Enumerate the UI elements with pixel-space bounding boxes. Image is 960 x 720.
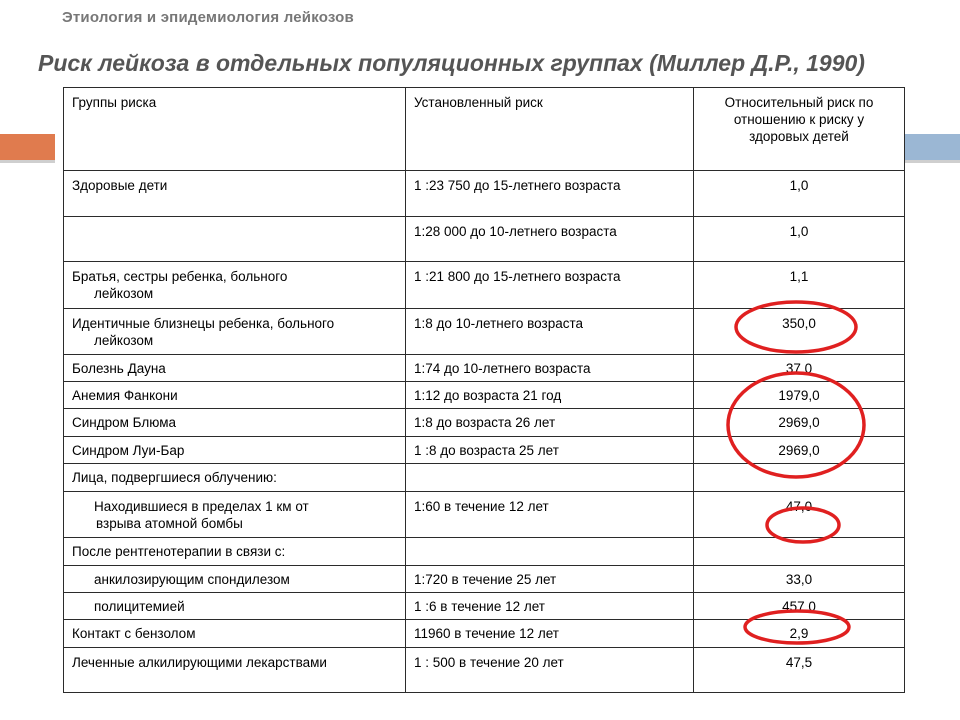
table-row — [64, 437, 905, 464]
row-relative: 2969,0 — [694, 437, 905, 464]
row-group — [64, 217, 406, 262]
row-group: Синдром Блюма — [64, 409, 406, 437]
row-risk — [406, 464, 694, 492]
row-relative: 2,9 — [694, 620, 905, 648]
table-section-row — [64, 538, 905, 566]
row-relative: 47,5 — [694, 648, 905, 693]
row-group — [64, 492, 406, 538]
table-row — [64, 492, 905, 538]
row-risk: 1 :23 750 до 15-летнего возраста — [406, 171, 694, 217]
row-group: полицитемией — [64, 593, 406, 620]
row-group — [64, 309, 406, 355]
row-risk: 1 :21 800 до 15-летнего возраста — [406, 262, 694, 309]
row-group: Болезнь Дауна — [64, 355, 406, 382]
header-group: Группы риска — [64, 88, 406, 171]
header-relative: Относительный риск по отношению к риску у здоровых детей — [694, 88, 905, 171]
row-group-line1: Братья, сестры ребенка, больного — [72, 269, 288, 284]
table-row — [64, 593, 905, 620]
row-group-line2: взрыва атомной бомбы — [96, 516, 243, 531]
row-group-line1: Находившиеся в пределах 1 км от — [94, 499, 309, 514]
row-group-line2: лейкозом — [94, 333, 154, 348]
row-group: Анемия Фанкони — [64, 382, 406, 409]
row-group-line2: лейкозом — [94, 286, 154, 301]
row-relative: 1,0 — [694, 217, 905, 262]
row-group: Контакт с бензолом — [64, 620, 406, 648]
table-row — [64, 620, 905, 648]
row-risk: 11960 в течение 12 лет — [406, 620, 694, 648]
table-row — [64, 171, 905, 217]
row-relative: 457,0 — [694, 593, 905, 620]
row-relative: 1,1 — [694, 262, 905, 309]
table-row — [64, 309, 905, 355]
row-group: Синдром Луи-Бар — [64, 437, 406, 464]
row-relative: 2969,0 — [694, 409, 905, 437]
decorative-bar-right — [904, 134, 960, 163]
row-risk — [406, 538, 694, 566]
row-risk: 1:12 до возраста 21 год — [406, 382, 694, 409]
table-row — [64, 409, 905, 437]
table-header-row — [64, 88, 905, 171]
row-relative: 350,0 — [694, 309, 905, 355]
table-row — [64, 648, 905, 693]
row-risk: 1 :8 до возраста 25 лет — [406, 437, 694, 464]
row-group: Здоровые дети — [64, 171, 406, 217]
row-relative: 47,0 — [694, 492, 905, 538]
row-risk: 1:8 до 10-летнего возраста — [406, 309, 694, 355]
row-group: После рентгенотерапии в связи с: — [64, 538, 406, 566]
row-relative: 37,0 — [694, 355, 905, 382]
table-section-row — [64, 464, 905, 492]
row-risk: 1:60 в течение 12 лет — [406, 492, 694, 538]
row-relative — [694, 464, 905, 492]
decorative-bar-left — [0, 134, 55, 163]
row-group-line1: Идентичные близнецы ребенка, больного — [72, 316, 335, 331]
row-group: Леченные алкилирующими лекарствами — [64, 648, 406, 693]
table-row — [64, 382, 905, 409]
slide-subtitle: Этиология и эпидемиология лейкозов — [62, 9, 354, 26]
row-group: Лица, подвергшиеся облучению: — [64, 464, 406, 492]
row-relative: 1,0 — [694, 171, 905, 217]
row-relative — [694, 538, 905, 566]
row-relative: 1979,0 — [694, 382, 905, 409]
row-relative: 33,0 — [694, 566, 905, 593]
row-risk: 1:720 в течение 25 лет — [406, 566, 694, 593]
risk-table — [63, 87, 905, 693]
row-risk: 1:74 до 10-летнего возраста — [406, 355, 694, 382]
table-row — [64, 262, 905, 309]
header-risk: Установленный риск — [406, 88, 694, 171]
row-risk: 1 : 500 в течение 20 лет — [406, 648, 694, 693]
slide-title: Риск лейкоза в отдельных популяционных группах (Миллер Д.Р., 1990) — [38, 50, 865, 76]
table-row — [64, 566, 905, 593]
row-risk: 1:8 до возраста 26 лет — [406, 409, 694, 437]
row-risk: 1:28 000 до 10-летнего возраста — [406, 217, 694, 262]
row-group: анкилозирующим спондилезом — [64, 566, 406, 593]
row-risk: 1 :6 в течение 12 лет — [406, 593, 694, 620]
row-group — [64, 262, 406, 309]
table-row — [64, 217, 905, 262]
table-row — [64, 355, 905, 382]
